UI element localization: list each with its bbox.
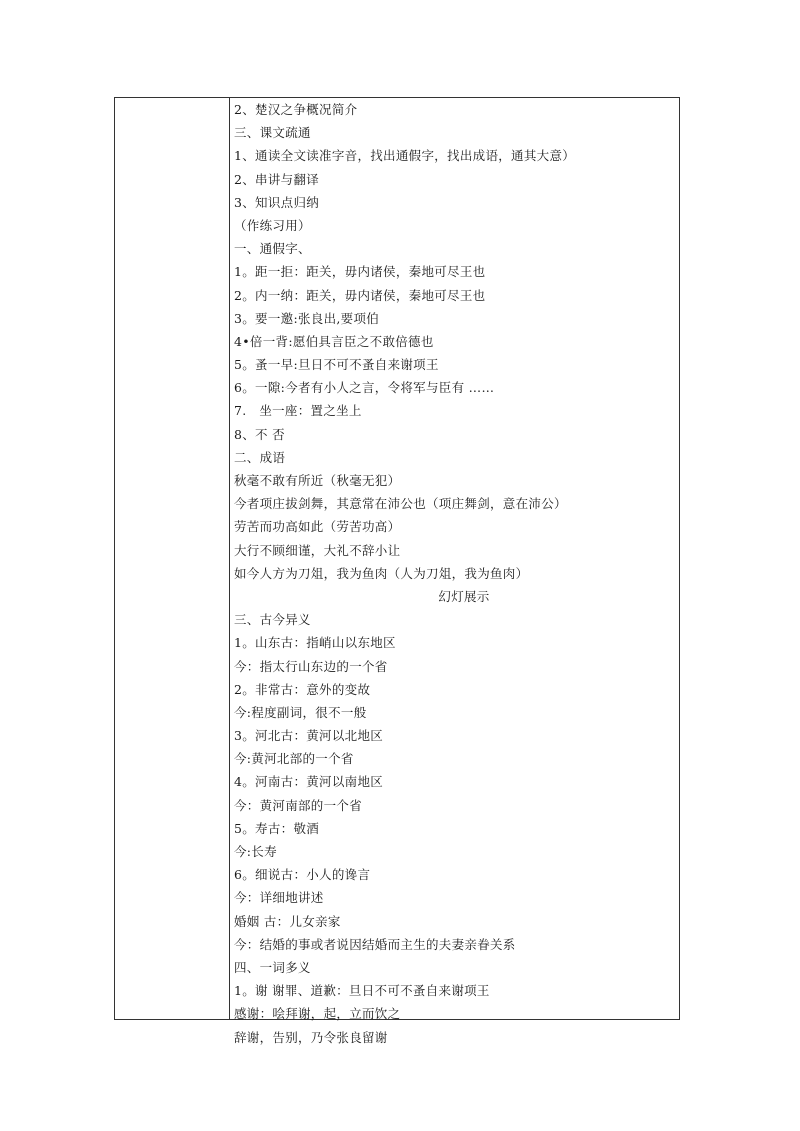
content-line: 劳苦而功高如此（劳苦功高）	[234, 519, 401, 535]
column-divider	[229, 98, 230, 1019]
content-line: 秋毫不敢有所近（秋毫无犯）	[234, 473, 401, 488]
content-line: 三、课文疏通	[234, 125, 311, 141]
left-column-cell	[115, 98, 229, 1019]
content-line: 8、不 否	[234, 426, 285, 442]
content-line: 3。要一邀:张良出,要项伯	[234, 310, 380, 326]
content-line: （作练习用）	[234, 217, 311, 233]
content-line: 1。山东古：指峭山以东地区	[234, 635, 396, 651]
document-table	[114, 97, 680, 1045]
content-line: 今:长寿	[234, 844, 277, 859]
content-line: 4。河南古：黄河以南地区	[234, 774, 384, 790]
content-line: 4•倍一背:愿伯具言臣之不敢倍德也	[234, 333, 434, 349]
content-line: 大行不顾细谨，大礼不辞小让	[234, 542, 401, 558]
content-line: 2。内一纳：距关，毋内诸侯，秦地可尽王也	[234, 287, 486, 303]
content-line: 2、串讲与翻译	[234, 171, 320, 187]
content-line: 7. 坐一座：置之坐上	[234, 403, 362, 419]
content-line: 1。距一拒：距关，毋内诸侯，秦地可尽王也	[234, 264, 486, 280]
content-line: 三、古今异义	[234, 612, 311, 628]
content-line: 今:程度副词，很不一般	[234, 704, 367, 720]
slideshow-label: 幻灯展示	[438, 588, 490, 604]
content-line: 1、通读全文读准字音，找出通假字，找出成语，通其大意）	[234, 148, 576, 164]
content-line: 6。一隙:今者有小人之言，令将军与臣有 ……	[234, 380, 495, 396]
content-line: 二、成语	[234, 449, 286, 465]
content-line: 今：详细地讲述	[234, 890, 324, 906]
content-line: 6。细说古：小人的谗言	[234, 867, 371, 883]
content-line: 如今人方为刀俎，我为鱼肉（人为刀俎，我为鱼肉）	[234, 565, 529, 581]
lesson-content	[234, 98, 674, 1049]
content-line: 今：黄河南部的一个省	[234, 797, 363, 813]
content-line: 辞谢，告别，乃令张良留谢	[234, 1029, 388, 1045]
content-line: 一、通假字、	[234, 241, 311, 257]
content-line: 今：指太行山东边的一个省	[234, 658, 388, 674]
content-line: 今：结婚的事或者说因结婚而主生的夫妻亲眷关系	[234, 936, 516, 952]
content-line: 2、楚汉之争概况简介	[234, 102, 358, 117]
content-line: 四、一词多义	[234, 959, 311, 975]
content-line: 5。寿古：敬酒	[234, 820, 320, 836]
content-line: 3。河北古：黄河以北地区	[234, 728, 384, 744]
content-line: 5。蚤一早:旦日不可不蚤自来谢项王	[234, 357, 439, 373]
content-line: 3、知识点归纳	[234, 194, 320, 210]
content-line: 感谢：哙拜谢，起，立而饮之	[234, 1006, 401, 1022]
content-line: 今者项庄拔剑舞，其意常在沛公也（项庄舞剑，意在沛公）	[234, 496, 567, 512]
content-line: 今:黄河北部的一个省	[234, 751, 354, 767]
content-line: 2。非常古：意外的变故	[234, 681, 371, 697]
content-line: 婚姻 古：儿女亲家	[234, 913, 341, 929]
content-line: 1。谢 谢罪、道歉：旦日不可不蚤自来谢项王	[234, 983, 490, 999]
